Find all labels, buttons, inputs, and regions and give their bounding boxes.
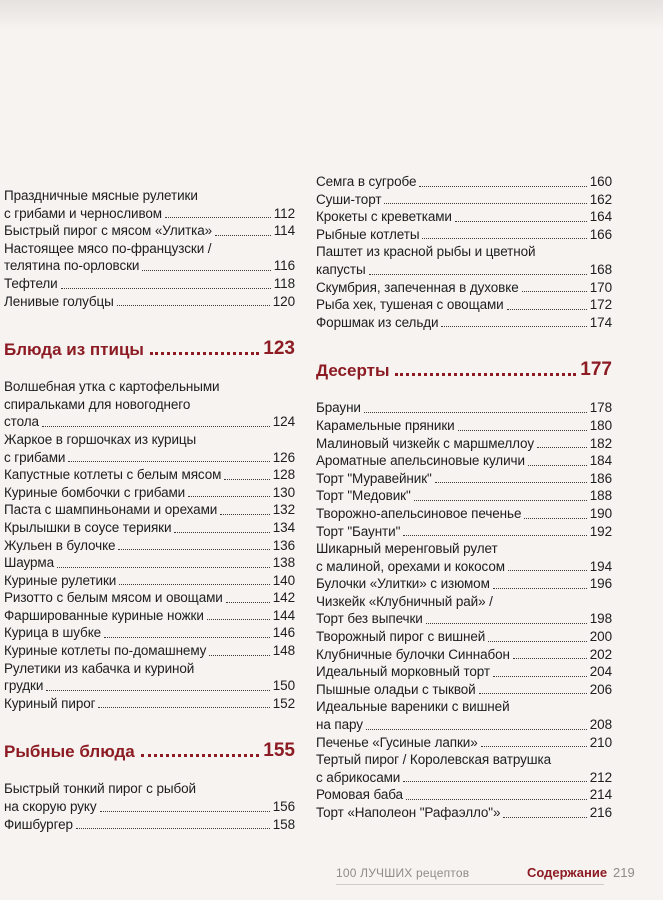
entry-title-line: Крокеты с креветками <box>316 209 452 225</box>
entry-page-number: 150 <box>272 678 295 694</box>
entry-title-line: Куриные рулетики <box>4 572 117 588</box>
entry-page-number: 168 <box>589 261 612 277</box>
entry-page-number: 214 <box>589 787 612 803</box>
dot-leader <box>215 235 271 236</box>
entry-page-number: 198 <box>589 611 612 627</box>
toc-entry[interactable] <box>316 314 612 332</box>
entry-last-line <box>4 816 295 834</box>
entry-page-number: 130 <box>272 484 295 500</box>
toc-entry[interactable] <box>4 660 295 695</box>
entry-title-line: с грибами и черносливом <box>4 205 162 221</box>
entry-last-line <box>316 786 612 804</box>
entry-title-line: Карамельные пряники <box>316 417 455 433</box>
entry-page-number: 174 <box>589 314 612 330</box>
entry-title-line: Творожно-апельсиновое печенье <box>316 505 522 521</box>
dot-leader <box>524 518 586 519</box>
entry-last-line <box>4 257 295 275</box>
dot-leader <box>76 828 270 829</box>
entry-page-number: 170 <box>589 279 612 295</box>
entry-title-line: Семга в сугробе <box>316 174 417 189</box>
entry-page-number: 178 <box>589 400 612 416</box>
entry-page-number: 188 <box>589 488 612 504</box>
dot-leader <box>68 461 269 462</box>
entry-page-number: 116 <box>273 258 295 274</box>
entry-title-line: Шикарный меренговый рулет <box>316 541 498 557</box>
entry-page-number: 134 <box>272 519 295 535</box>
toc-section-heading <box>4 338 295 360</box>
entry-page-number: 162 <box>589 191 612 207</box>
dot-leader <box>426 623 587 624</box>
entry-title-line: Куриный пирог <box>4 695 96 711</box>
toc-entry[interactable] <box>4 695 295 713</box>
entry-title-line: Форшмак из сельди <box>316 314 439 330</box>
entry-last-line <box>316 734 612 752</box>
entry-last-line <box>316 716 612 734</box>
toc-entry[interactable] <box>316 296 612 314</box>
section-page-number: 155 <box>263 740 295 762</box>
toc-entry[interactable] <box>4 275 295 293</box>
entry-title-line: с малиной, орехами и кокосом <box>316 558 505 574</box>
entry-page-number: 210 <box>589 734 612 750</box>
entry-title-line: Суши-торт <box>316 191 382 207</box>
entry-page-number: 194 <box>589 558 612 574</box>
toc-entry[interactable] <box>4 187 295 222</box>
entry-page-number: 212 <box>589 769 612 785</box>
dot-leader <box>513 658 587 659</box>
dot-leader <box>537 447 587 448</box>
footer-page-number: 219 <box>613 865 635 880</box>
entry-page-number: 156 <box>272 799 295 815</box>
dot-leader <box>174 532 269 533</box>
entry-last-line <box>4 275 295 293</box>
toc-entry[interactable] <box>4 554 295 572</box>
dot-leader <box>207 619 270 620</box>
entry-last-line <box>316 173 612 191</box>
entry-title-line: Торт "Муравейник" <box>316 470 432 486</box>
toc-entry[interactable] <box>4 431 295 466</box>
entry-last-line <box>316 769 612 787</box>
entry-title-line: Капустные котлеты с белым мясом <box>4 467 222 483</box>
dot-leader <box>209 655 269 656</box>
entry-page-number: 144 <box>272 607 295 623</box>
section-page-number: 123 <box>263 338 295 360</box>
entry-page-number: 112 <box>273 205 295 221</box>
entry-last-line <box>4 572 295 590</box>
entry-last-line <box>4 607 295 625</box>
entry-title-line: Паштет из красной рыбы и цветной <box>316 244 536 260</box>
entry-page-number: 118 <box>273 275 295 291</box>
section-title: Рыбные блюда <box>4 742 135 762</box>
entry-last-line <box>316 208 612 226</box>
entry-title-line: Торт "Медовик" <box>316 488 411 504</box>
entry-title-line: Булочки «Улитки» с изюмом <box>316 576 490 592</box>
entry-title-line: Ризотто с белым мясом и овощами <box>4 590 223 606</box>
dot-leader <box>117 305 270 306</box>
dot-leader <box>422 238 586 239</box>
entry-title-line: Торт без выпечки <box>316 611 423 627</box>
dot-leader <box>100 811 270 812</box>
dot-leader <box>188 496 270 497</box>
entry-last-line <box>4 413 295 431</box>
toc-entry[interactable] <box>316 786 612 804</box>
entry-title-line: Куриные котлеты по-домашнему <box>4 643 207 659</box>
dot-leader <box>488 641 587 642</box>
entry-page-number: 200 <box>589 629 612 645</box>
toc-entry[interactable] <box>316 226 612 244</box>
entry-page-number: 216 <box>589 805 612 820</box>
entry-last-line <box>4 484 295 502</box>
dot-leader <box>503 817 586 818</box>
toc-entry[interactable] <box>316 399 612 417</box>
entry-last-line <box>4 501 295 519</box>
entry-title-line: Рулетики из кабачка и куриной <box>4 660 195 676</box>
dot-leader <box>441 326 586 327</box>
entry-title-line: Шаурма <box>4 555 55 571</box>
toc-entry[interactable] <box>316 751 612 786</box>
entry-title-line: Курица в шубке <box>4 625 102 641</box>
toc-entry[interactable] <box>316 628 612 646</box>
section-page-number: 177 <box>580 359 612 381</box>
entry-title-line: стола <box>4 414 39 430</box>
dot-leader <box>528 465 587 466</box>
dot-leader <box>224 479 269 480</box>
entry-last-line <box>316 646 612 664</box>
dot-leader <box>369 274 587 275</box>
entry-title-line: Чизкейк «Клубничный рай» / <box>316 593 493 609</box>
dot-leader <box>493 676 587 677</box>
entry-last-line <box>316 505 612 523</box>
toc-entry[interactable] <box>316 663 612 681</box>
dot-leader <box>57 567 270 568</box>
entry-page-number: 114 <box>273 223 295 239</box>
entry-page-number: 164 <box>589 209 612 225</box>
entry-last-line <box>4 466 295 484</box>
dot-leader <box>366 729 587 730</box>
toc-entry[interactable] <box>4 293 295 311</box>
entry-last-line <box>4 677 295 695</box>
dot-leader <box>395 373 576 376</box>
dot-leader <box>119 584 270 585</box>
dot-leader <box>419 186 586 187</box>
entry-title-line: спиральками для новогоднего <box>4 396 191 412</box>
entry-title-line: на скорую руку <box>4 799 97 815</box>
entry-last-line <box>316 487 612 505</box>
entry-page-number: 180 <box>589 417 612 433</box>
dot-leader <box>142 270 270 271</box>
entry-title-line: Пышные оладьи с тыквой <box>316 681 476 697</box>
toc-entry[interactable] <box>4 816 295 834</box>
toc-entry[interactable] <box>316 452 612 470</box>
entry-page-number: 166 <box>589 226 612 242</box>
entry-last-line <box>316 399 612 417</box>
toc-entry[interactable] <box>4 780 295 815</box>
dot-leader <box>165 217 271 218</box>
entry-last-line <box>4 222 295 240</box>
page-top-shadow <box>0 0 663 30</box>
dot-leader <box>481 746 587 747</box>
entry-last-line <box>316 452 612 470</box>
entry-title-line: грудки <box>4 678 44 694</box>
entry-last-line <box>4 695 295 713</box>
toc-entry[interactable] <box>316 681 612 699</box>
entry-title-line: Торт «Наполеон "Рафаэлло"» <box>316 805 501 820</box>
entry-last-line <box>316 575 612 593</box>
toc-entry[interactable] <box>316 698 612 733</box>
entry-page-number: 136 <box>272 537 295 553</box>
entry-title-line: Скумбрия, запеченная в духовке <box>316 279 519 295</box>
entry-page-number: 202 <box>589 646 612 662</box>
toc-entry[interactable] <box>316 191 612 209</box>
entry-title-line: на пару <box>316 717 363 733</box>
toc-entry[interactable] <box>4 378 295 431</box>
entry-page-number: 124 <box>272 414 295 430</box>
entry-title-line: Праздничные мясные рулетики <box>4 188 198 203</box>
dot-leader <box>98 707 269 708</box>
dot-leader <box>435 482 587 483</box>
dot-leader <box>118 549 269 550</box>
toc-section-heading <box>316 359 612 381</box>
entry-last-line <box>4 293 295 311</box>
dot-leader <box>403 781 587 782</box>
dot-leader <box>226 602 270 603</box>
toc-section-heading <box>4 740 295 762</box>
footer-divider <box>336 884 604 885</box>
toc-entry[interactable] <box>4 222 295 240</box>
dot-leader <box>455 221 587 222</box>
entry-title-line: Ленивые голубцы <box>4 293 114 309</box>
dot-leader <box>406 799 587 800</box>
entry-title-line: Жульен в булочке <box>4 537 116 553</box>
entry-title-line: Куриные бомбочки с грибами <box>4 484 186 500</box>
entry-last-line <box>4 449 295 467</box>
entry-title-line: Печенье «Гусиные лапки» <box>316 734 478 750</box>
entry-last-line <box>4 798 295 816</box>
dot-leader <box>364 412 587 413</box>
toc-entry[interactable] <box>4 501 295 519</box>
toc-entry[interactable] <box>4 240 295 275</box>
entry-last-line <box>316 628 612 646</box>
entry-last-line <box>4 519 295 537</box>
entry-title-line: Фишбургер <box>4 816 73 832</box>
entry-last-line <box>316 523 612 541</box>
toc-entry[interactable] <box>316 470 612 488</box>
entry-page-number: 142 <box>272 590 295 606</box>
entry-title-line: капусты <box>316 261 366 277</box>
entry-page-number: 146 <box>272 625 295 641</box>
toc-right-column <box>316 173 612 822</box>
dot-leader <box>220 514 270 515</box>
entry-last-line <box>316 663 612 681</box>
entry-page-number: 148 <box>272 643 295 659</box>
toc-entry[interactable] <box>316 417 612 435</box>
dot-leader <box>458 430 587 431</box>
entry-page-number: 128 <box>272 467 295 483</box>
toc-left-column <box>4 187 295 833</box>
entry-page-number: 204 <box>589 664 612 680</box>
entry-last-line <box>316 279 612 297</box>
entry-title-line: с абрикосами <box>316 769 401 785</box>
entry-page-number: 140 <box>272 572 295 588</box>
entry-last-line <box>4 554 295 572</box>
entry-title-line: Настоящее мясо по-французски / <box>4 240 212 256</box>
entry-title-line: Творожный пирог с вишней <box>316 629 486 645</box>
dot-leader <box>104 637 270 638</box>
entry-title-line: Быстрый тонкий пирог с рыбой <box>4 781 196 797</box>
toc-entry[interactable] <box>316 540 612 575</box>
dot-leader <box>384 203 586 204</box>
section-title: Десерты <box>316 361 390 381</box>
entry-last-line <box>4 642 295 660</box>
toc-entry[interactable] <box>316 734 612 752</box>
entry-title-line: телятина по-орловски <box>4 258 140 274</box>
entry-page-number: 206 <box>589 681 612 697</box>
dot-leader <box>150 352 259 355</box>
toc-entry[interactable] <box>316 646 612 664</box>
entry-title-line: Идеальный морковный торт <box>316 664 490 680</box>
entry-title-line: Фаршированные куриные ножки <box>4 607 204 623</box>
toc-entry[interactable] <box>316 804 612 822</box>
entry-title-line: Тертый пирог / Королевская ватрушка <box>316 752 552 768</box>
entry-last-line <box>316 435 612 453</box>
entry-page-number: 182 <box>589 435 612 451</box>
toc-entry[interactable] <box>316 279 612 297</box>
entry-page-number: 126 <box>272 449 295 465</box>
entry-title-line: Идеальные вареники с вишней <box>316 699 510 715</box>
entry-page-number: 186 <box>589 470 612 486</box>
entry-title-line: Ароматные апельсиновые куличи <box>316 453 525 469</box>
entry-last-line <box>316 417 612 435</box>
toc-entry[interactable] <box>4 466 295 484</box>
toc-entry[interactable] <box>316 523 612 541</box>
toc-entry[interactable] <box>4 484 295 502</box>
dot-leader <box>414 500 587 501</box>
entry-page-number: 192 <box>589 523 612 539</box>
toc-entry[interactable] <box>4 589 295 607</box>
entry-page-number: 160 <box>589 174 612 189</box>
entry-last-line <box>4 624 295 642</box>
section-title: Блюда из птицы <box>4 340 144 360</box>
toc-entry[interactable] <box>316 208 612 226</box>
entry-last-line <box>316 804 612 822</box>
toc-entry[interactable] <box>316 173 612 191</box>
entry-last-line <box>4 537 295 555</box>
footer-book-title: 100 ЛУЧШИХ рецептов <box>336 866 470 880</box>
entry-page-number: 120 <box>272 293 295 309</box>
toc-entry[interactable] <box>316 435 612 453</box>
entry-title-line: Жаркое в горшочках из курицы <box>4 431 197 447</box>
toc-entry[interactable] <box>4 624 295 642</box>
entry-last-line <box>316 261 612 279</box>
entry-page-number: 190 <box>589 505 612 521</box>
entry-title-line: Рыбные котлеты <box>316 226 420 242</box>
entry-title-line: Торт "Баунти" <box>316 523 401 539</box>
entry-last-line <box>316 296 612 314</box>
entry-page-number: 172 <box>589 297 612 313</box>
dot-leader <box>141 754 260 757</box>
entry-page-number: 138 <box>272 555 295 571</box>
entry-title-line: Волшебная утка с картофельными <box>4 379 220 395</box>
entry-page-number: 132 <box>272 502 295 518</box>
entry-title-line: Брауни <box>316 400 361 416</box>
toc-entry[interactable] <box>316 505 612 523</box>
dot-leader <box>42 426 270 427</box>
entry-title-line: с грибами <box>4 449 66 465</box>
entry-title-line: Тефтели <box>4 275 58 291</box>
entry-last-line <box>4 589 295 607</box>
toc-entry[interactable] <box>316 243 612 278</box>
entry-last-line <box>316 226 612 244</box>
entry-title-line: Клубничные булочки Синнабон <box>316 646 510 662</box>
entry-page-number: 184 <box>589 453 612 469</box>
toc-entry[interactable] <box>4 642 295 660</box>
entry-last-line <box>316 314 612 332</box>
entry-last-line <box>316 610 612 628</box>
dot-leader <box>507 309 587 310</box>
dot-leader <box>493 588 587 589</box>
entry-page-number: 196 <box>589 576 612 592</box>
entry-title-line: Ромовая баба <box>316 787 403 803</box>
entry-page-number: 158 <box>272 816 295 832</box>
entry-last-line <box>316 470 612 488</box>
toc-entry[interactable] <box>4 519 295 537</box>
page-footer <box>0 862 663 884</box>
dot-leader <box>479 693 587 694</box>
entry-last-line <box>316 191 612 209</box>
dot-leader <box>61 288 271 289</box>
entry-title-line: Быстрый пирог с мясом «Улитка» <box>4 223 213 239</box>
dot-leader <box>403 535 586 536</box>
entry-title-line: Рыба хек, тушеная с овощами <box>316 297 504 313</box>
entry-page-number: 208 <box>589 717 612 733</box>
entry-last-line <box>4 205 295 223</box>
toc-entry[interactable] <box>316 575 612 593</box>
dot-leader <box>508 570 587 571</box>
entry-last-line <box>316 681 612 699</box>
footer-section-name: Содержание <box>527 865 608 880</box>
entry-page-number: 152 <box>272 695 295 711</box>
toc-entry[interactable] <box>4 607 295 625</box>
toc-entry[interactable] <box>4 572 295 590</box>
toc-entry[interactable] <box>316 593 612 628</box>
toc-entry[interactable] <box>316 487 612 505</box>
toc-entry[interactable] <box>4 537 295 555</box>
dot-leader <box>46 690 269 691</box>
dot-leader <box>522 291 587 292</box>
entry-title-line: Паста с шампиньонами и орехами <box>4 502 218 518</box>
entry-title-line: Крылышки в соусе терияки <box>4 519 172 535</box>
entry-last-line <box>316 558 612 576</box>
entry-title-line: Малиновый чизкейк с маршмеллоу <box>316 435 534 451</box>
